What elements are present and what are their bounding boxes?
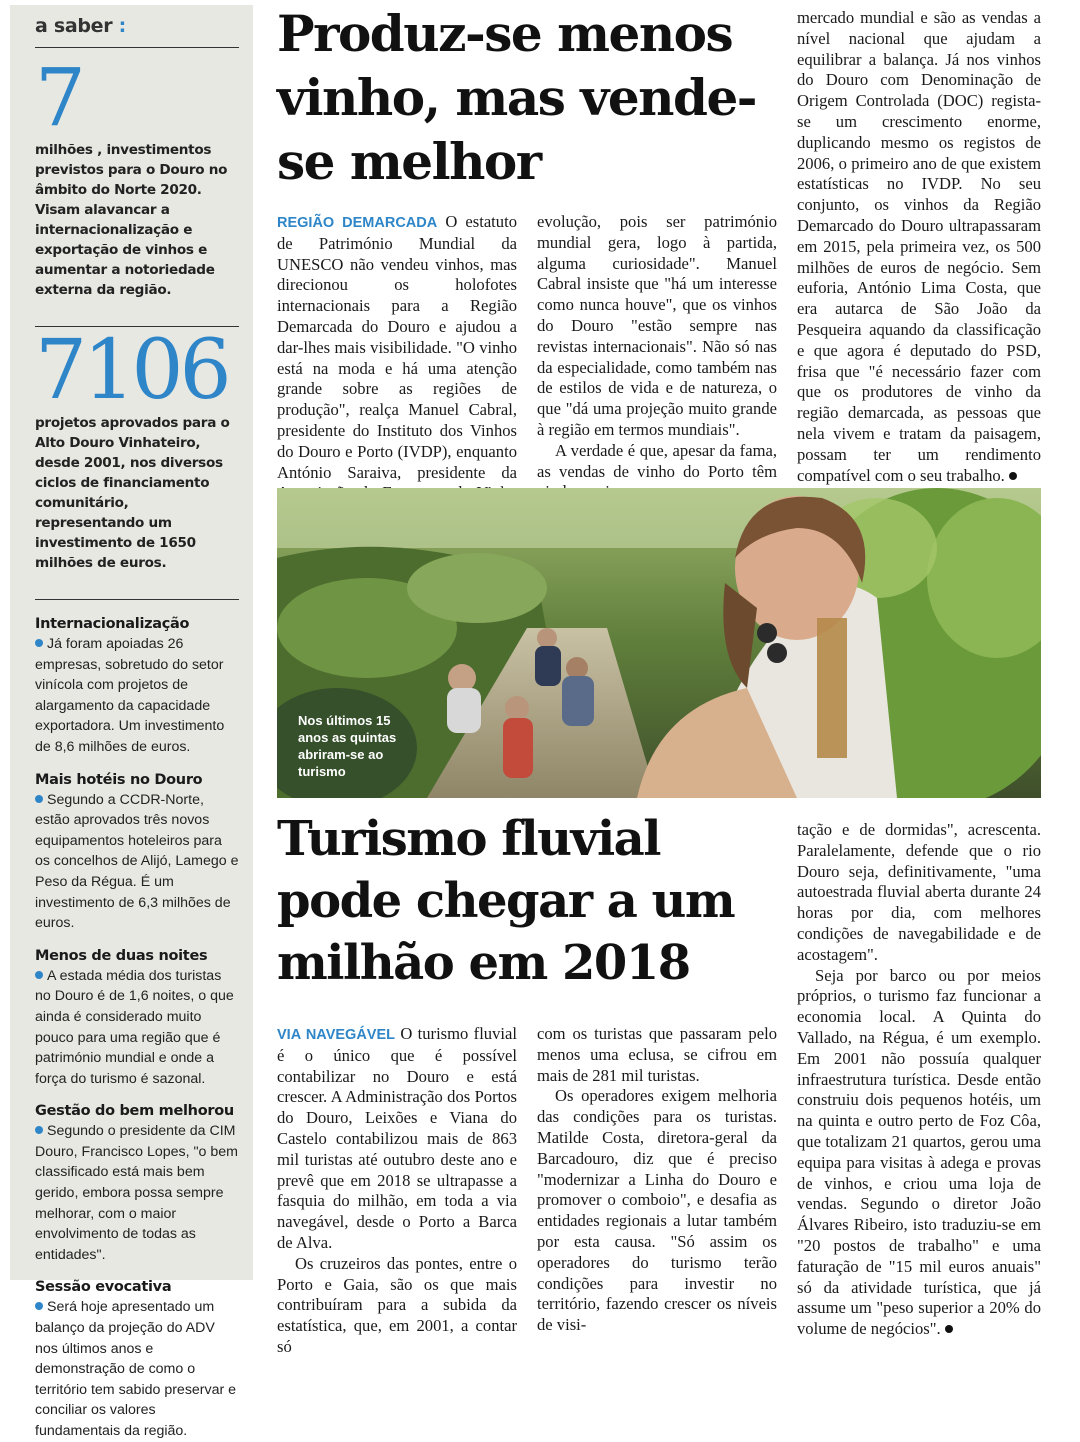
article2-headline: Turismo fluvial pode chegar a um milhão em 2018 bbox=[277, 811, 735, 991]
sidebar-item-title: Sessão evocativa bbox=[35, 1279, 172, 1296]
photo-caption: Nos últimos 15 anos as quintas abriram-se ao turismo bbox=[298, 713, 397, 779]
stat-description-7106: projetos aprovados para o Alto Douro Vinhateiro, desde 2001, nos diversos ciclos de financiamento comunitário, representando um investimento de 1650 milhões de euros. bbox=[35, 415, 230, 571]
sidebar-divider bbox=[35, 599, 239, 600]
sidebar-item-text: Segundo o presidente da CIM Douro, Francisco Lopes, "o bem classificado está mais bem gerido, embora possa sempre melhorar, com o maior envolvimento de todas as entidades". bbox=[35, 1123, 238, 1263]
bullet-icon bbox=[35, 795, 43, 803]
article1-column-3: mercado mundial e são as vendas a nível nacional que ajudam a equilibrar a balança. Já nos vinhos do Douro com Denominação de Origem Controlada (DOC) regista-se um crescimento enorme, duplicando mesmo os registos de 2006, o primeiro ano de que existem estatísticas no IVDP. No seu conjunto, os vinhos da Região Demarcado do Douro ultrapassaram em 2015, pela primeira vez, os 500 milhões de euros de negócio. Sem euforia, António Lima Costa, que era autarca de São João da Pesqueira aquando da classificação e que agora é deputado do PSD, frisa que "é necessário fazer com que os produtores de vinho da região demarcada, as pessoas que nela vivem e tratam da paisagem, possam ter um rendimento compatível com o seu trabalho. bbox=[797, 8, 1041, 485]
article1-column-2: evolução, pois ser património mundial gera, logo à partida, alguma curiosidade". Manuel Cabral insiste que "há um interesse como nunca houve", que os vinhos do Douro "estão sempre nas revistas internacionais". Não só nas da especialidade, como também nas de estilos de vida e de natureza, o que "dá uma projeção muito grande à região em termos mundiais". A verdade é que, apesar da fama, as vendas de vinho do Porto têm bbox=[537, 212, 777, 481]
article2-column-1: VIA NAVEGÁVEL O turismo fluvial é o único que é possível contabilizar no Douro e está crescer. A Administração dos Portos do Douro, Leixões e Viana do Castelo contabilizou mais de 863 mil turistas até outubro deste ano e prevê que em 2018 se ultrapasse a fasquia do milhão, em toda a via navegável, desde o Porto a Barca de Alva. Os cruzeiros das pontes, entre o Porto e Gaia, são os que mais contribuíram para a subida da estatística, que, em 2001, a contar só bbox=[277, 1024, 517, 1356]
article1-column-1: REGIÃO DEMARCADA O estatuto de Património Mundial da UNESCO não vendeu vinhos, mas direcionou os holofotes internacionais para a Região Demarcada do Douro e ajudou a dar-lhes mais visibilidade. "O vinho está na moda e há uma atenção grande sobre as regiões de produção", realça Manuel Cabral, presidente do Instituto dos Vinhos do Douro e Porto (IVDP), enquanto António Saraiva, presidente da bbox=[277, 212, 517, 482]
stat-number-7: 7 bbox=[35, 51, 86, 144]
sidebar-item bbox=[35, 948, 239, 1090]
bullet-icon bbox=[35, 971, 43, 979]
sidebar-header: a saber : bbox=[35, 15, 126, 37]
sidebar-factbox bbox=[10, 5, 253, 1439]
sidebar-item-title: Mais hotéis no Douro bbox=[35, 771, 203, 788]
sidebar-item-title: Menos de duas noites bbox=[35, 947, 208, 964]
sidebar-item-text: Já foram apoiadas 26 empresas, sobretudo do setor vinícola com projetos de alargamento da capacidade exportadora. Um investimento de 8,6 milhões de euros. bbox=[35, 636, 225, 755]
sidebar-item bbox=[35, 772, 239, 934]
sidebar-item-text: A estada média dos turistas no Douro é de 1,6 noites, o que ainda é considerado muito pouco para uma região que é património mundial e onde a força do turismo é sazonal. bbox=[35, 967, 234, 1087]
sidebar-item-text: Segundo a CCDR-Norte, estão aprovados três novos equipamentos hoteleiros para os concelhos de Alijó, Lamego e Peso da Régua. É um investimento de 6,3 milhões de euros. bbox=[35, 791, 239, 932]
sidebar-item bbox=[35, 1103, 239, 1265]
bullet-icon bbox=[35, 1302, 43, 1310]
sidebar-item bbox=[35, 616, 239, 758]
sidebar-item-title: Gestão do bem melhorou bbox=[35, 1103, 234, 1120]
bullet-icon bbox=[35, 1126, 43, 1134]
bullet-icon bbox=[35, 639, 43, 647]
stat-number-7106: 7106 bbox=[35, 323, 228, 418]
sidebar-items bbox=[35, 616, 239, 1442]
stat-description-7: milhões , investimentos previstos para o Douro no âmbito do Norte 2020. Visam alavancar a internacionalização e exportação de vinhos e aumentar a notoriedade externa da região. bbox=[35, 142, 228, 298]
article2-kicker: VIA NAVEGÁVEL bbox=[277, 1027, 395, 1043]
sidebar-item-title: Internacionalização bbox=[35, 616, 190, 632]
end-mark-icon bbox=[945, 1325, 953, 1333]
sidebar-item bbox=[35, 1279, 239, 1441]
article1-headline: Produz-se menos vinho, mas vende-se melhor bbox=[277, 4, 757, 191]
article1-kicker: REGIÃO DEMARCADA bbox=[277, 215, 438, 231]
article2-column-3: tação e de dormidas", acrescenta. Paralelamente, defende que o rio Douro seja, definitivamente, "uma autoestrada fluvial aberta durante 24 horas por dia, com melhores condições de navegabilidade e de acostagem". Seja por barco ou por meios próprios, o turismo faz funcionar a economia local. A Quinta do Vallado, na Régua, é um exemplo. Em 2001 não possuía qualquer infraestrutura turística. Desde então construiu dois pequenos hotéis, um na quinta e outro perto de Foz Côa, que totalizam 21 quartos, gerou uma equipa para visitas à adega e provas de vinhos, e criou uma loja de vendas. Segundo o diretor João Álvares Ribeiro, isto traduziu-se em "20 postos de trabalho" e uma faturação de "15 mil euros anuais" só da atividade turística, que já assume um "peso superior a 20% do volume de negócios". bbox=[797, 820, 1041, 1339]
sidebar-item-text: Será hoje apresentado um balanço da projeção do ADV nos últimos anos e demonstração de como o território tem sabido preservar e conciliar os valores fundamentais da região. bbox=[35, 1299, 237, 1439]
end-mark-icon bbox=[1009, 472, 1017, 480]
article2-column-2: com os turistas que passaram pelo menos uma eclusa, se cifrou em mais de 281 mil turistas. Os operadores exigem melhoria das condições para os turistas. Matilde Costa, diretora-geral da Barcadouro, diz que é preciso "modernizar a Linha do Douro e promover o comboio", e desafia as entidades regionais a lutar também por esta causa. "Só assim os operadores do turismo terão condições para investir no território, fazendo crescer os níveis de visi- bbox=[537, 1024, 777, 1335]
sidebar-divider bbox=[35, 47, 239, 48]
